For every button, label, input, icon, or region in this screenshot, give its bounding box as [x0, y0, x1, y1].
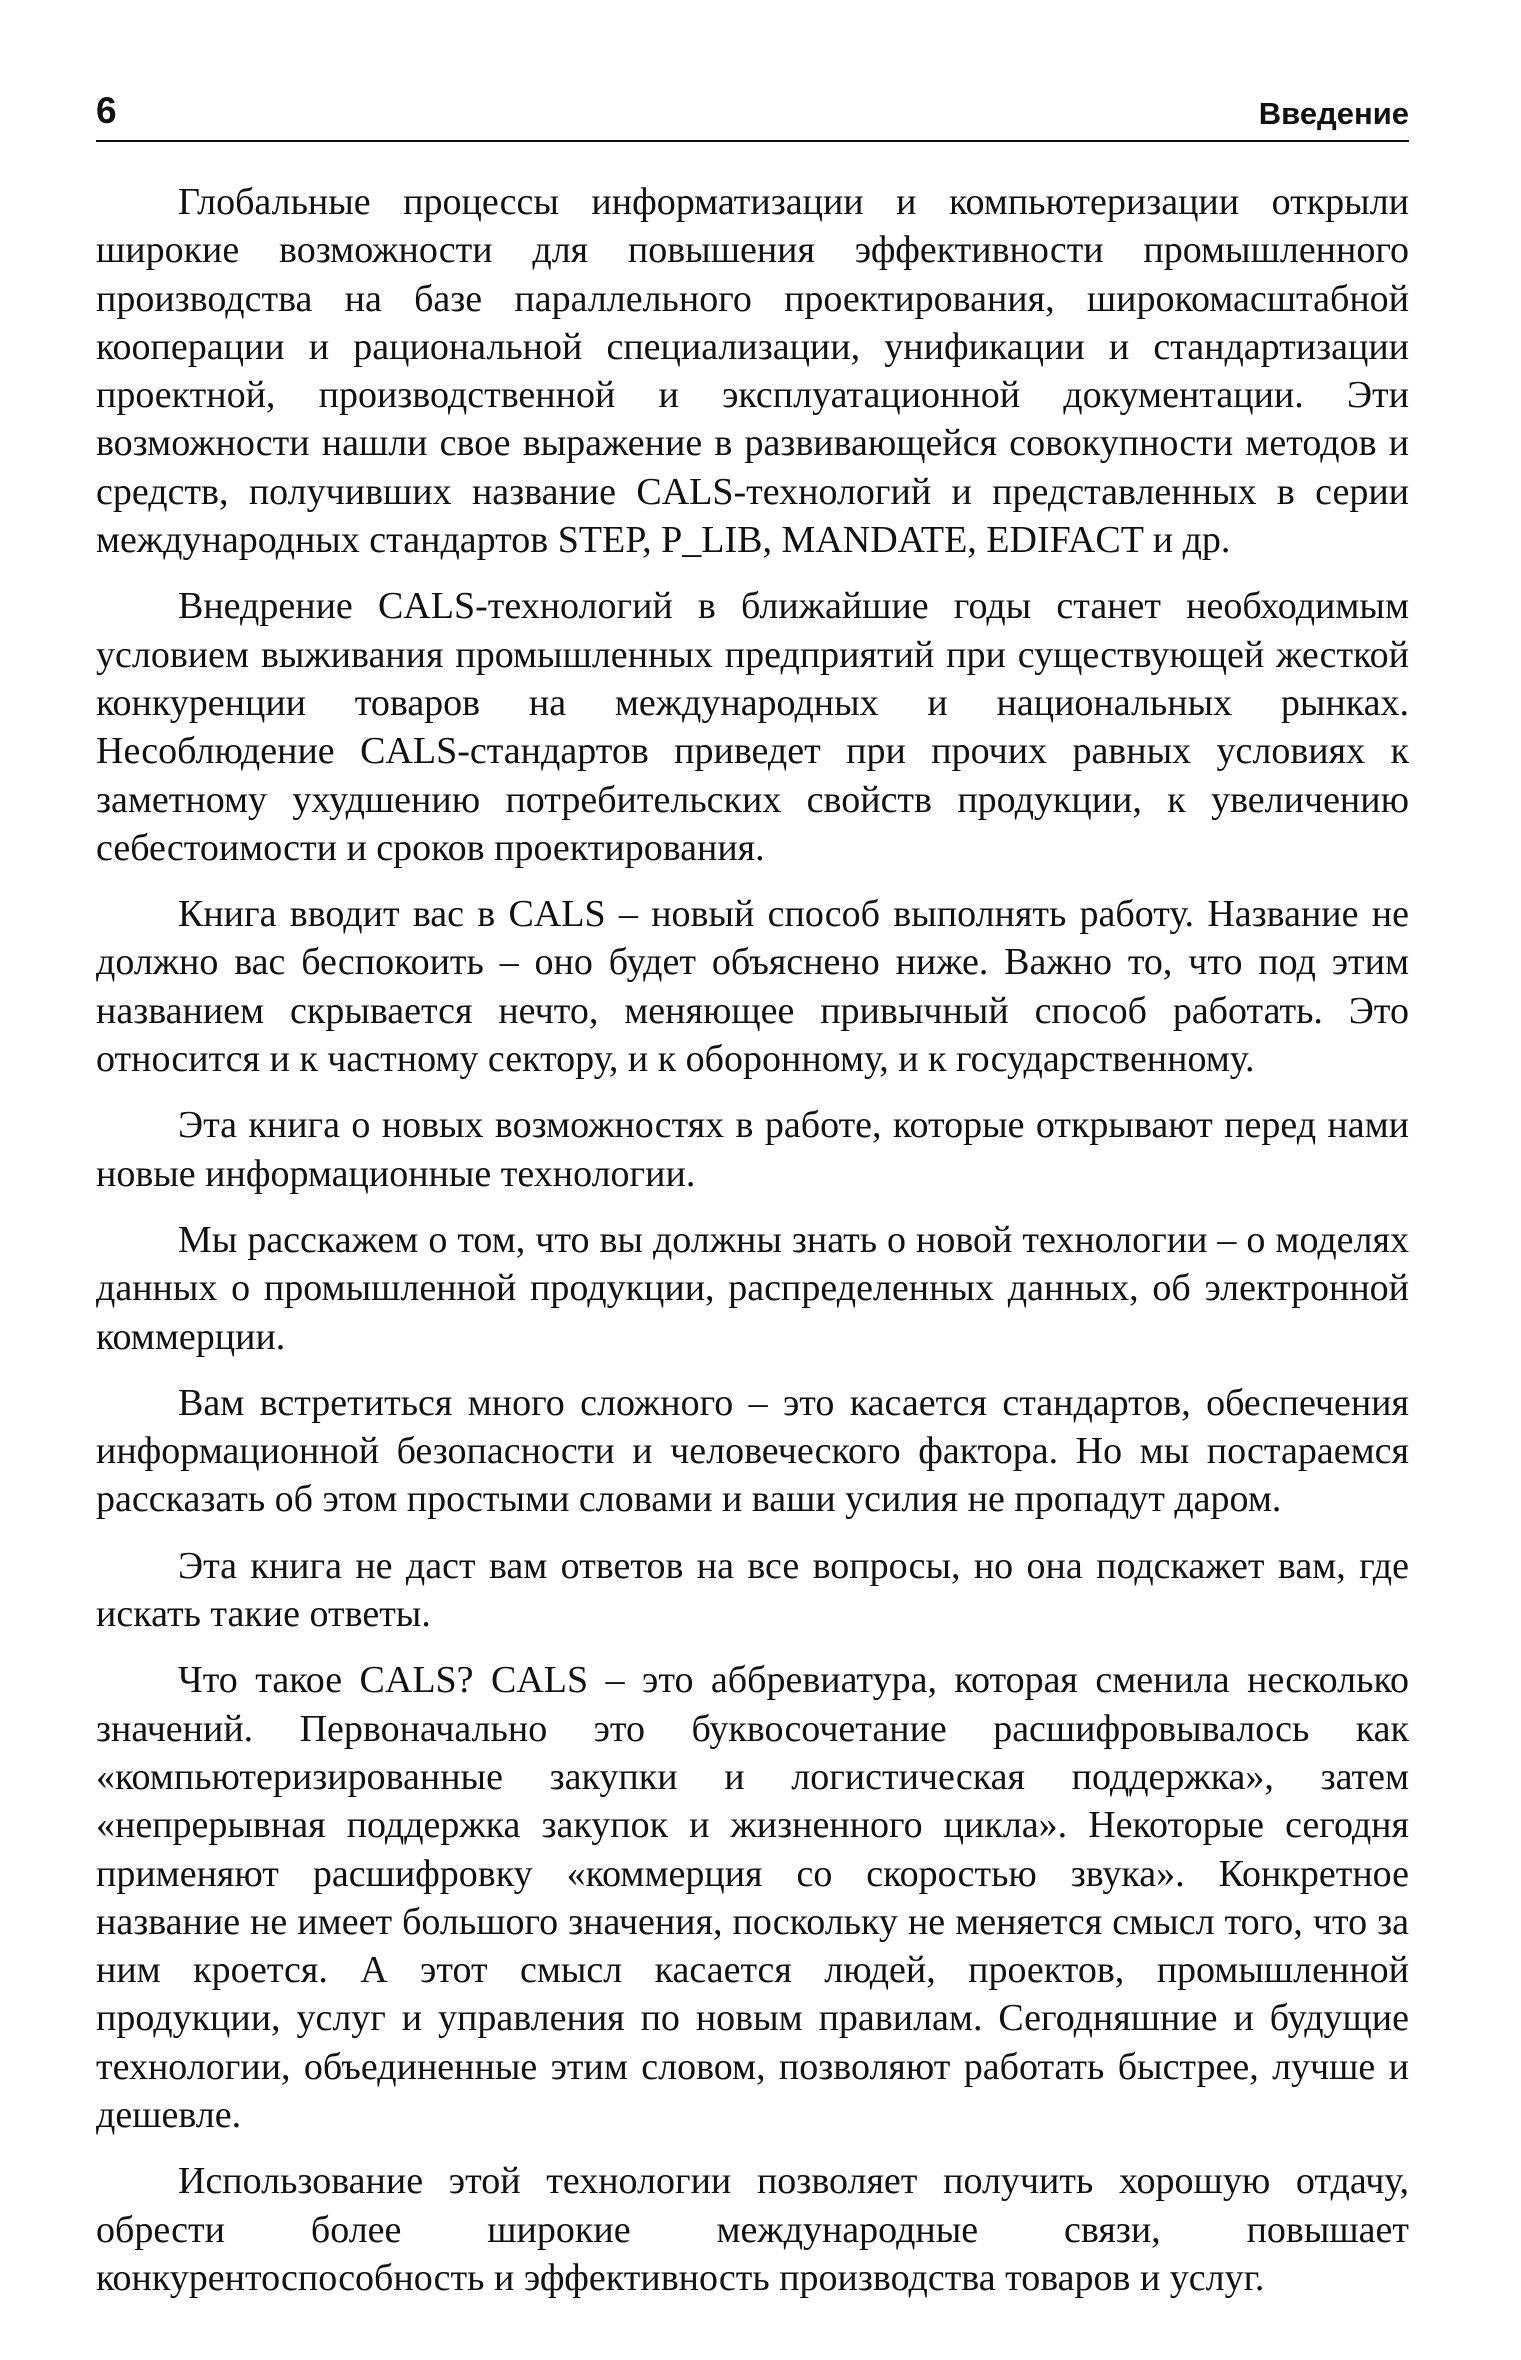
paragraph-1: Глобальные процессы информатизации и компьютеризации открыли широкие возможности для повышения эффективности промышленного производства на базе параллельного проектирования, широкомасштабной кооперации и рациональной специализации, унификации и стандартизации проектной, производственной и эксплуатационной документации. Эти возможности нашли свое выражение в развивающейся совокупности методов и средств, получивших название CALS-технологий и представленных в серии международных стандартов STEP, P_LIB, MANDATE, EDIFACT и др.	[96, 181, 1409, 562]
section-title: Введение	[1258, 96, 1409, 131]
paragraph-9: Использование этой технологии позволяет получить хорошую отдачу, обрести более широкие международные связи, повышает конкурентоспособность и эффективность производства товаров и услуг.	[96, 2160, 1409, 2299]
paragraph-2: Внедрение CALS-технологий в ближайшие годы станет необходимым условием выживания промышленных предприятий при существующей жесткой конкуренции товаров на международных и национальных рынках. Несоблюдение CALS-стандартов приведет при прочих равных условиях к заметному ухудшению потребительских свойств продукции, к увеличению себестоимости и сроков проектирования.	[96, 585, 1409, 869]
book-page	[96, 0, 1409, 2360]
paragraph-7: Эта книга не даст вам ответов на все вопросы, но она подскажет вам, где искать такие ответы.	[96, 1544, 1409, 1636]
paragraph-6: Вам встретиться много сложного – это касается стандартов, обеспечения информационной безопасности и человеческого фактора. Но мы постараемся рассказать об этом простыми словами и ваши усилия не пропадут даром.	[96, 1381, 1409, 1521]
body-text	[96, 178, 1409, 2320]
page-number: 6	[96, 90, 117, 131]
paragraph-5: Мы расскажем о том, что вы должны знать о новой технологии – о моделях данных о промышленной продукции, распределенных данных, об электронной коммерции.	[96, 1218, 1409, 1358]
paragraph-4: Эта книга о новых возможностях в работе, которые открывают перед нами новые информационные технологии.	[96, 1104, 1409, 1195]
paragraph-8: Что такое CALS? CALS – это аббревиатура, которая сменила несколько значений. Первоначально это буквосочетание расшифровывалось как «компьютеризированные закупки и логистическая поддержка», затем «непрерывная поддержка закупок и жизненного цикла». Некоторые сегодня применяют расшифровку «коммерция со скоростью звука». Конкретное название не имеет большого значения, поскольку не меняется смысл того, что за ним кроется. А этот смысл касается людей, проектов, промышленной продукции, услуг и управления по новым правилам. Сегодняшние и будущие технологии, объединенные этим словом, позволяют работать быстрее, лучше и дешевле.	[96, 1659, 1409, 2136]
paragraph-3: Книга вводит вас в CALS – новый способ выполнять работу. Название не должно вас беспокоить – оно будет объяснено ниже. Важно то, что под этим названием скрывается нечто, меняющее привычный способ работать. Это относится и к частному сектору, и к оборонному, и к государственному.	[96, 893, 1409, 1081]
running-head	[96, 88, 1409, 142]
